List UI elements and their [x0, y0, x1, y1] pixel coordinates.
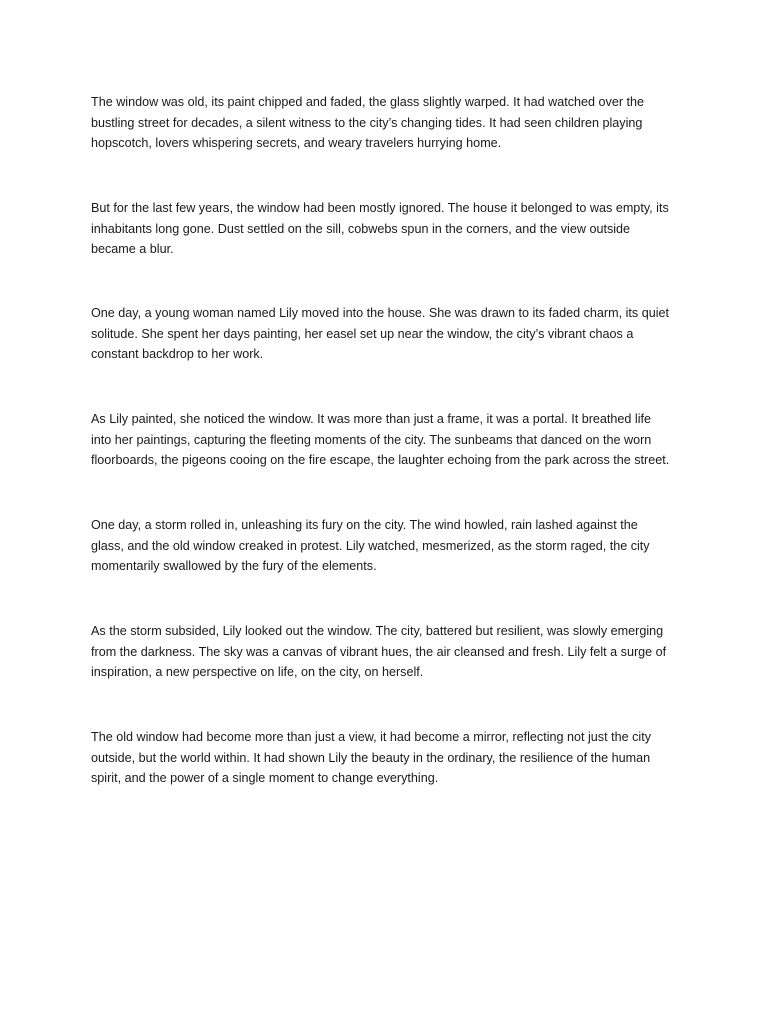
- paragraph-line: As Lily painted, she noticed the window. It was more than just a frame, it was a portal. It breathed life: [91, 412, 652, 426]
- paragraph-line: from the darkness. The sky was a canvas of vibrant hues, the air cleansed and fresh. Lily felt a surge of: [91, 644, 667, 659]
- paragraph-1: [91, 92, 691, 154]
- paragraph-line: The window was old, its paint chipped and faded, the glass slightly warped. It had watched over the: [91, 95, 645, 109]
- paragraph-line: floorboards, the pigeons cooing on the fire escape, the laughter echoing from the park across the street.: [91, 453, 670, 467]
- paragraph-line: The old window had become more than just a view, it had become a mirror, reflecting not just the city: [91, 730, 652, 744]
- paragraph-line: hopscotch, lovers whispering secrets, and weary travelers hurrying home.: [91, 136, 502, 150]
- paragraph-6: [91, 621, 691, 683]
- paragraph-line: One day, a storm rolled in, unleashing its fury on the city. The wind howled, rain lashed against the: [91, 518, 638, 532]
- paragraph-line: inhabitants long gone. Dust settled on the sill, cobwebs spun in the corners, and the view outside: [91, 221, 631, 236]
- paragraph-3: [91, 303, 691, 365]
- paragraph-line: As the storm subsided, Lily looked out the window. The city, battered but resilient, was slowly emerging: [91, 624, 664, 638]
- paragraph-line: bustling street for decades, a silent witness to the city’s changing tides. It had seen children playing: [91, 115, 643, 130]
- paragraph-5: [91, 515, 691, 577]
- paragraph-line: spirit, and the power of a single moment to change everything.: [91, 771, 439, 785]
- paragraph-line: into her paintings, capturing the fleeting moments of the city. The sunbeams that danced on the worn: [91, 432, 652, 447]
- paragraph-line: inspiration, a new perspective on life, on the city, on herself.: [91, 665, 424, 679]
- paragraph-line: became a blur.: [91, 242, 174, 256]
- paragraph-7: [91, 727, 691, 789]
- paragraph-4: [91, 409, 691, 471]
- paragraph-line: solitude. She spent her days painting, her easel set up near the window, the city’s vibrant chaos a: [91, 326, 634, 341]
- paragraph-line: outside, but the world within. It had shown Lily the beauty in the ordinary, the resilience of the human: [91, 750, 651, 765]
- paragraph-line: constant backdrop to her work.: [91, 347, 264, 361]
- paragraph-2: [91, 198, 691, 260]
- paragraph-line: momentarily swallowed by the fury of the elements.: [91, 559, 377, 573]
- paragraph-line: One day, a young woman named Lily moved into the house. She was drawn to its faded charm, its quiet: [91, 306, 670, 320]
- paragraph-line: glass, and the old window creaked in protest. Lily watched, mesmerized, as the storm raged, the city: [91, 538, 650, 553]
- paragraph-line: But for the last few years, the window had been mostly ignored. The house it belonged to was empty, its: [91, 201, 669, 215]
